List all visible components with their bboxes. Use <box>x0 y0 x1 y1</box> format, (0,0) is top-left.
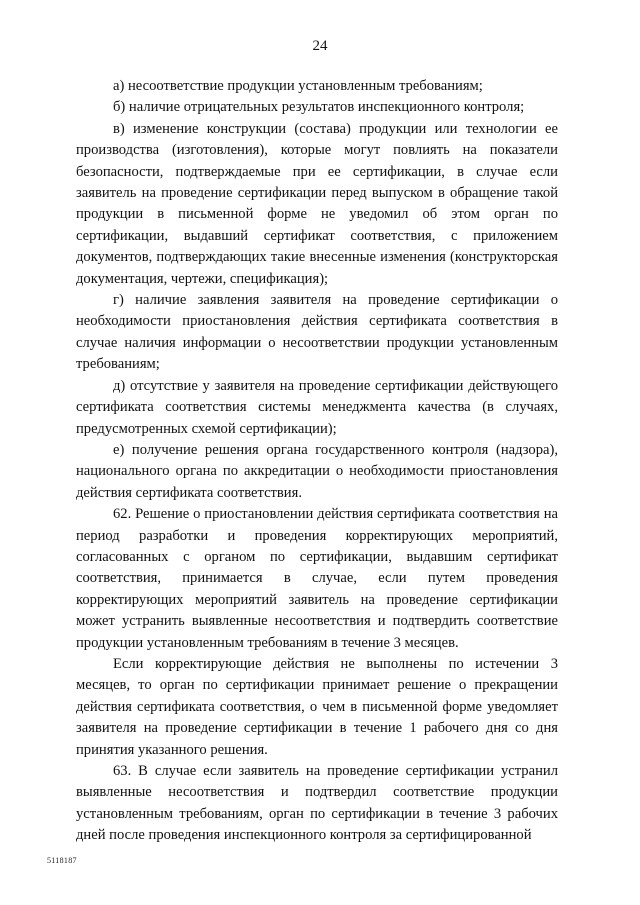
paragraph-item-a: а) несоответствие продукции установленным требованиям; <box>113 78 483 94</box>
paragraph-clause-62: 62. Решение о приостановлении действия сертификата соответствия на период разработки и проведения корректирующих мероприятий, согласованных с органом по сертификации, выдавшим сертификат соответствия, принимается в случае, если путем проведения корректирующих мероприятий заявитель на проведение сертификации может устранить выявленные несоответствия и подтвердить соответствие продукции установленным требованиям в течение 3 месяцев. <box>76 506 558 651</box>
paragraph-clause-63: 63. В случае если заявитель на проведение сертификации устранил выявленные несоответствия и подтвердил соответствие продукции установленным требованиям, орган по сертификации в течение 3 рабочих дней после проведения инспекционного контроля за сертифицированной <box>76 763 558 844</box>
document-code: 5118187 <box>47 856 77 865</box>
paragraph-item-b: б) наличие отрицательных результатов инспекционного контроля; <box>113 99 525 116</box>
page-number: 24 <box>312 38 328 54</box>
paragraph-item-e: е) получение решения органа государственного контроля (надзора), национального органа по аккредитации о необходимости приостановления действия сертификата соответствия. <box>76 441 558 501</box>
paragraph-clause-62-continued: Если корректирующие действия не выполнены по истечении 3 месяцев, то орган по сертификации принимает решение о прекращении действия сертификата соответствия, о чем в письменной форме уведомляет заявителя на проведение сертификации в течение 1 рабочего дня со дня принятия указанного решения. <box>76 655 558 758</box>
paragraph-item-g: г) наличие заявления заявителя на проведение сертификации о необходимости приостановления действия сертификата соответствия в случае наличия информации о несоответствии продукции установленным требованиям; <box>76 292 558 373</box>
paragraph-item-v: в) изменение конструкции (состава) продукции или технологии ее производства (изготовления), которые могут повлиять на показатели безопасности, подтверждаемые при ее сертификации, в случае если заявитель на проведение сертификации перед выпуском в обращение такой продукции в письменной форме не уведомил об этом орган по сертификации, выдавший сертификат соответствия, с приложением документов, подтверждающих такие внесенные изменения (конструкторская документация, чертежи, спецификация); <box>76 120 558 287</box>
paragraph-item-d: д) отсутствие у заявителя на проведение сертификации действующего сертификата соответствия системы менеджмента качества (в случаях, предусмотренных схемой сертификации); <box>76 377 558 437</box>
document-body <box>76 76 558 847</box>
